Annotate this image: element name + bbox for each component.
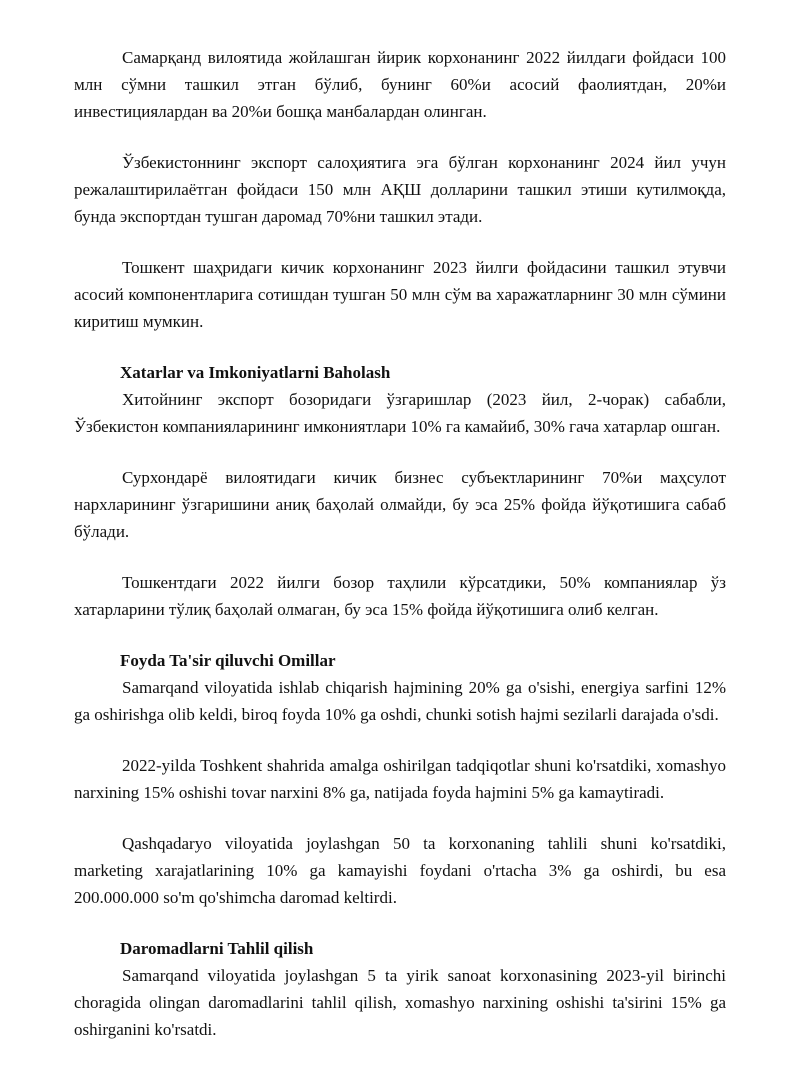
paragraph: Тошкент шаҳридаги кичик корхонанинг 2023 йилги фойдасини ташкил этувчи асосий компонентларига сотишдан тушган 50 млн сўм ва харажатларнинг 30 млн сўмини киритиш мумкин.: [74, 258, 726, 331]
paragraph: Qashqadaryo viloyatida joylashgan 50 ta korxonaning tahlili shuni ko'rsatdiki, marketing xarajatlarining 10% ga kamayishi foydani o'rtacha 3% ga oshirdi, bu esa 200.000.000 so'm qo'shimcha daromad keltirdi.: [74, 834, 726, 907]
paragraph: Samarqand viloyatida ishlab chiqarish hajmining 20% ga o'sishi, energiya sarfini 12% ga oshirishga olib keldi, biroq foyda 10% ga oshdi, chunki sotish hajmi sezilarli darajada o'sdi.: [74, 678, 726, 724]
paragraph: Ўзбекистоннинг экспорт салоҳиятига эга бўлган корхонанинг 2024 йил учун режалаштирилаётган фойдаси 150 млн АҚШ долларини ташкил этиши кутилмоқда, бунда экспортдан тушган даромад 70%ни ташкил этади.: [74, 153, 726, 226]
paragraph: Хитойнинг экспорт бозоридаги ўзгаришлар (2023 йил, 2-чорак) сабабли, Ўзбекистон компанияларининг имкониятлари 10% га камайиб, 30% гача хатарлар ошган.: [74, 390, 726, 436]
section-heading: Daromadlarni Tahlil qilish: [120, 939, 314, 958]
section-profit-factors: [74, 647, 726, 911]
section-risks: [74, 359, 726, 623]
paragraph: 2022-yilda Toshkent shahrida amalga oshirilgan tadqiqotlar shuni ko'rsatdiki, xomashyo narxining 15% oshishi tovar narxini 8% ga, natijada foyda hajmini 5% ga kamaytiradi.: [74, 756, 726, 802]
paragraph: Сурхондарё вилоятидаги кичик бизнес субъектларининг 70%и маҳсулот нархларининг ўзгаришини аниқ баҳолай олмайди, бу эса 25% фойда йўқотишига сабаб бўлади.: [74, 468, 726, 541]
paragraph: Samarqand viloyatida joylashgan 5 ta yirik sanoat korxonasining 2023-yil birinchi choragida olingan daromadlarini tahlil qilish, xomashyo narxining oshishi ta'sirini 15% ga oshirganini ko'rsatdi.: [74, 966, 726, 1039]
document-page: [74, 44, 726, 1067]
section-heading: Xatarlar va Imkoniyatlarni Baholash: [120, 363, 391, 382]
section-income-analysis: [74, 935, 726, 1043]
paragraph: Тошкентдаги 2022 йилги бозор таҳлили кўрсатдики, 50% компаниялар ўз хатарларини тўлиқ баҳолай олмаган, бу эса 15% фойда йўқотишига олиб келган.: [74, 573, 726, 619]
paragraph: Самарқанд вилоятида жойлашган йирик корхонанинг 2022 йилдаги фойдаси 100 млн сўмни ташкил этган бўлиб, бунинг 60%и асосий фаолиятдан, 20%и инвестициялардан ва 20%и бошқа манбалардан олинган.: [74, 48, 726, 121]
section-heading: Foyda Ta'sir qiluvchi Omillar: [120, 651, 336, 670]
